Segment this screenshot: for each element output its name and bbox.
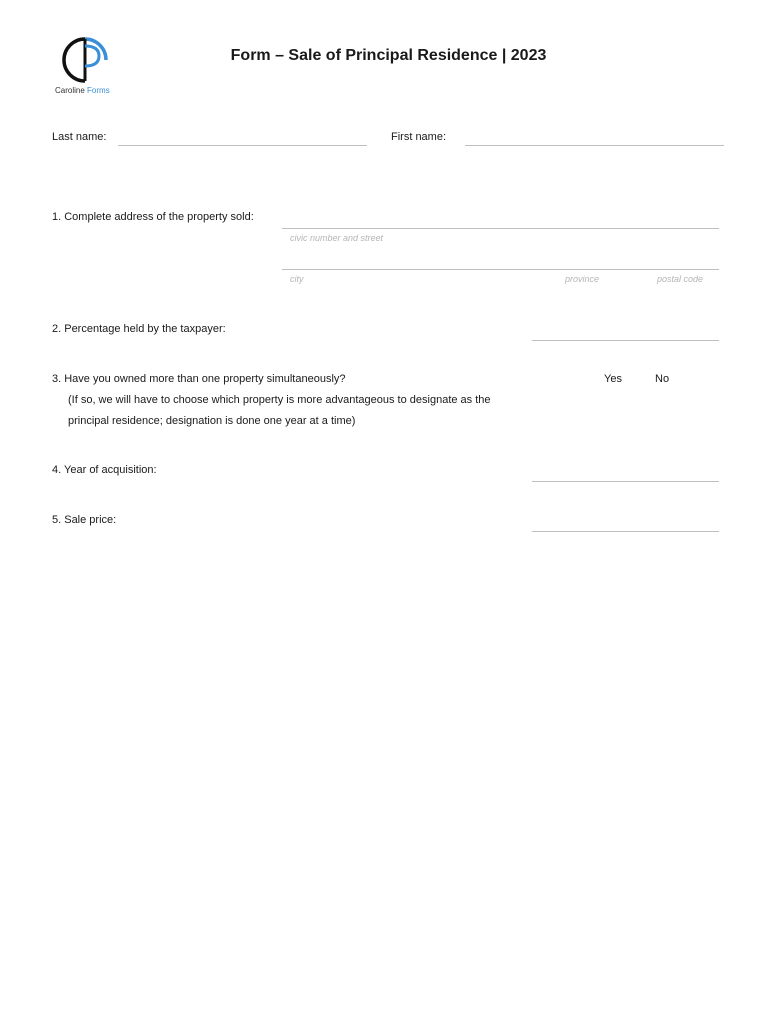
q4-year-label: 4. Year of acquisition: xyxy=(52,464,157,476)
q3-note-line-2: principal residence; designation is done one year at a time) xyxy=(68,415,356,427)
logo-brand-second: Forms xyxy=(87,86,110,95)
company-logo xyxy=(55,36,117,98)
first-name-label: First name: xyxy=(391,131,447,143)
logo-wordmark xyxy=(55,86,110,95)
address-street-field[interactable] xyxy=(282,228,719,229)
q3-multiple-property-label: 3. Have you owned more than one property simultaneously? xyxy=(52,373,346,385)
last-name-field[interactable] xyxy=(118,145,367,146)
first-name-field[interactable] xyxy=(465,145,724,146)
city-hint: city xyxy=(290,274,304,284)
percentage-field[interactable] xyxy=(532,340,719,341)
postal-code-hint: postal code xyxy=(657,274,704,284)
q5-sale-price-label: 5. Sale price: xyxy=(52,514,117,526)
sale-price-field[interactable] xyxy=(532,531,719,532)
street-hint: civic number and street xyxy=(290,233,384,243)
q1-address-label: 1. Complete address of the property sold: xyxy=(52,211,254,223)
province-hint: province xyxy=(565,274,600,284)
q3-note-line-1: (If so, we will have to choose which property is more advantageous to designate as the xyxy=(68,394,491,406)
address-city-field[interactable] xyxy=(282,269,719,270)
q3-no-option[interactable]: No xyxy=(655,373,670,385)
logo-brand-first: Caroline xyxy=(55,86,85,95)
q3-yes-option[interactable]: Yes xyxy=(604,373,622,385)
page-title: Form – Sale of Principal Residence | 2023 xyxy=(230,47,547,64)
last-name-label: Last name: xyxy=(52,131,107,143)
year-acquisition-field[interactable] xyxy=(532,481,719,482)
q2-percentage-label: 2. Percentage held by the taxpayer: xyxy=(52,323,226,335)
